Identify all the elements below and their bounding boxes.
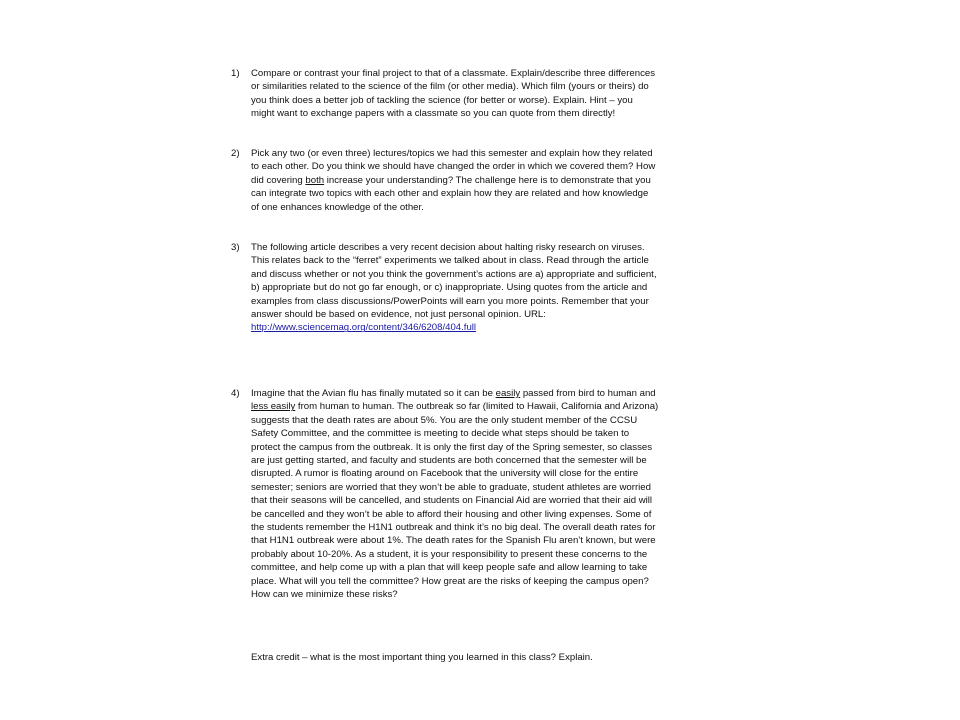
question-line: and discuss whether or not you think the government’s actions are a) appropriate and sufficient,: [251, 268, 657, 280]
question-line: might want to exchange papers with a classmate so you can quote from them directly!: [251, 108, 616, 120]
extra-credit: [231, 651, 701, 664]
question-line: of one enhances knowledge of the other.: [251, 201, 424, 213]
question-line: How can we minimize these risks?: [251, 589, 398, 601]
question-line: the students remember the H1N1 outbreak and think it’s no big deal. The overall death rates for: [251, 522, 656, 534]
question-line: [251, 400, 701, 413]
underlined-word: both: [305, 174, 325, 186]
question-body: [251, 147, 701, 214]
question-line: disrupted. A rumor is floating around on Facebook that the university will close for the entire: [251, 468, 639, 480]
question-line: [251, 174, 701, 187]
question-line: Safety Committee, and the committee is meeting to decide what steps should be taken to: [251, 428, 630, 440]
question-line: can integrate two topics with each other and explain how they are related and how knowledge: [251, 188, 649, 200]
question-line: are just getting started, and faculty and students are both concerned that the semester will be: [251, 455, 647, 467]
underlined-word: less easily: [251, 401, 296, 413]
question-line: protect the campus from the outbreak. It is only the first day of the Spring semester, so classes: [251, 441, 652, 453]
underlined-word: easily: [495, 388, 521, 399]
question-line: that their seasons will be cancelled, and students on Financial Aid are worried that their aid will: [251, 495, 653, 507]
question-number: 4): [231, 388, 240, 399]
question-text: Imagine that the Avian flu has finally mutated so it can be: [251, 388, 496, 399]
question-line: Compare or contrast your final project to that of a classmate. Explain/describe three differences: [251, 68, 656, 79]
question-line: semester; seniors are worried that they won’t be able to graduate, student athletes are worried: [251, 481, 651, 493]
question-4: [231, 387, 701, 602]
question-2: [231, 147, 701, 214]
question-1: [231, 67, 701, 121]
question-line: you think does a better job of tackling the science (for better or worse). Explain. Hint – you: [251, 94, 633, 106]
question-line: probably about 10-20%. As a student, it is your responsibility to present these concerns to the: [251, 548, 648, 560]
question-line: to each other. Do you think we should have changed the order in which we covered them? How: [251, 161, 656, 173]
question-line: committee, and help come up with a plan that will keep people safe and allow learning to take: [251, 562, 648, 574]
question-text: did covering: [251, 174, 306, 186]
question-line: b) appropriate but do not go far enough, or c) inappropriate. Using quotes from the article and: [251, 282, 648, 294]
extra-credit-text: Extra credit – what is the most important thing you learned in this class? Explain.: [251, 652, 593, 663]
question-text: from human to human. The outbreak so far (limited to Hawaii, California and Arizona): [295, 401, 659, 413]
question-line: [251, 387, 701, 400]
question-line: be cancelled and they won’t be able to afford their housing and other living expenses. Some of: [251, 508, 652, 520]
article-url-link[interactable]: http://www.sciencemag.org/content/346/6208/404.full: [251, 322, 477, 334]
question-line: examples from class discussions/PowerPoints will earn you more points. Remember that your: [251, 295, 649, 307]
question-body: [251, 387, 701, 602]
question-body: [251, 67, 701, 121]
question-line: Pick any two (or even three) lectures/topics we had this semester and explain how they related: [251, 148, 653, 159]
extra-credit-body: [251, 651, 701, 664]
question-number: 3): [231, 242, 240, 253]
question-line: that H1N1 outbreak were about 1%. The death rates for the Spanish Flu aren’t known, but were: [251, 535, 656, 547]
question-line: suggests that the death rates are about 5%. You are the only student member of the CCSU: [251, 414, 638, 426]
question-line: This relates back to the “ferret” experiments we talked about in class. Read through the article: [251, 255, 649, 267]
question-line: The following article describes a very recent decision about halting risky research on viruses.: [251, 242, 645, 253]
question-line: or similarities related to the science of the film (or other media). Which film (yours or theirs) do: [251, 81, 649, 93]
question-body: [251, 241, 701, 335]
question-text: increase your understanding? The challenge here is to demonstrate that you: [324, 174, 651, 186]
question-line: answer should be based on evidence, not just personal opinion. URL:: [251, 309, 546, 321]
question-3: [231, 241, 701, 335]
question-number: 2): [231, 148, 240, 159]
question-number: 1): [231, 68, 240, 79]
question-line: place. What will you tell the committee? How great are the risks of keeping the campus open?: [251, 575, 649, 587]
question-text: passed from bird to human and: [520, 388, 656, 399]
